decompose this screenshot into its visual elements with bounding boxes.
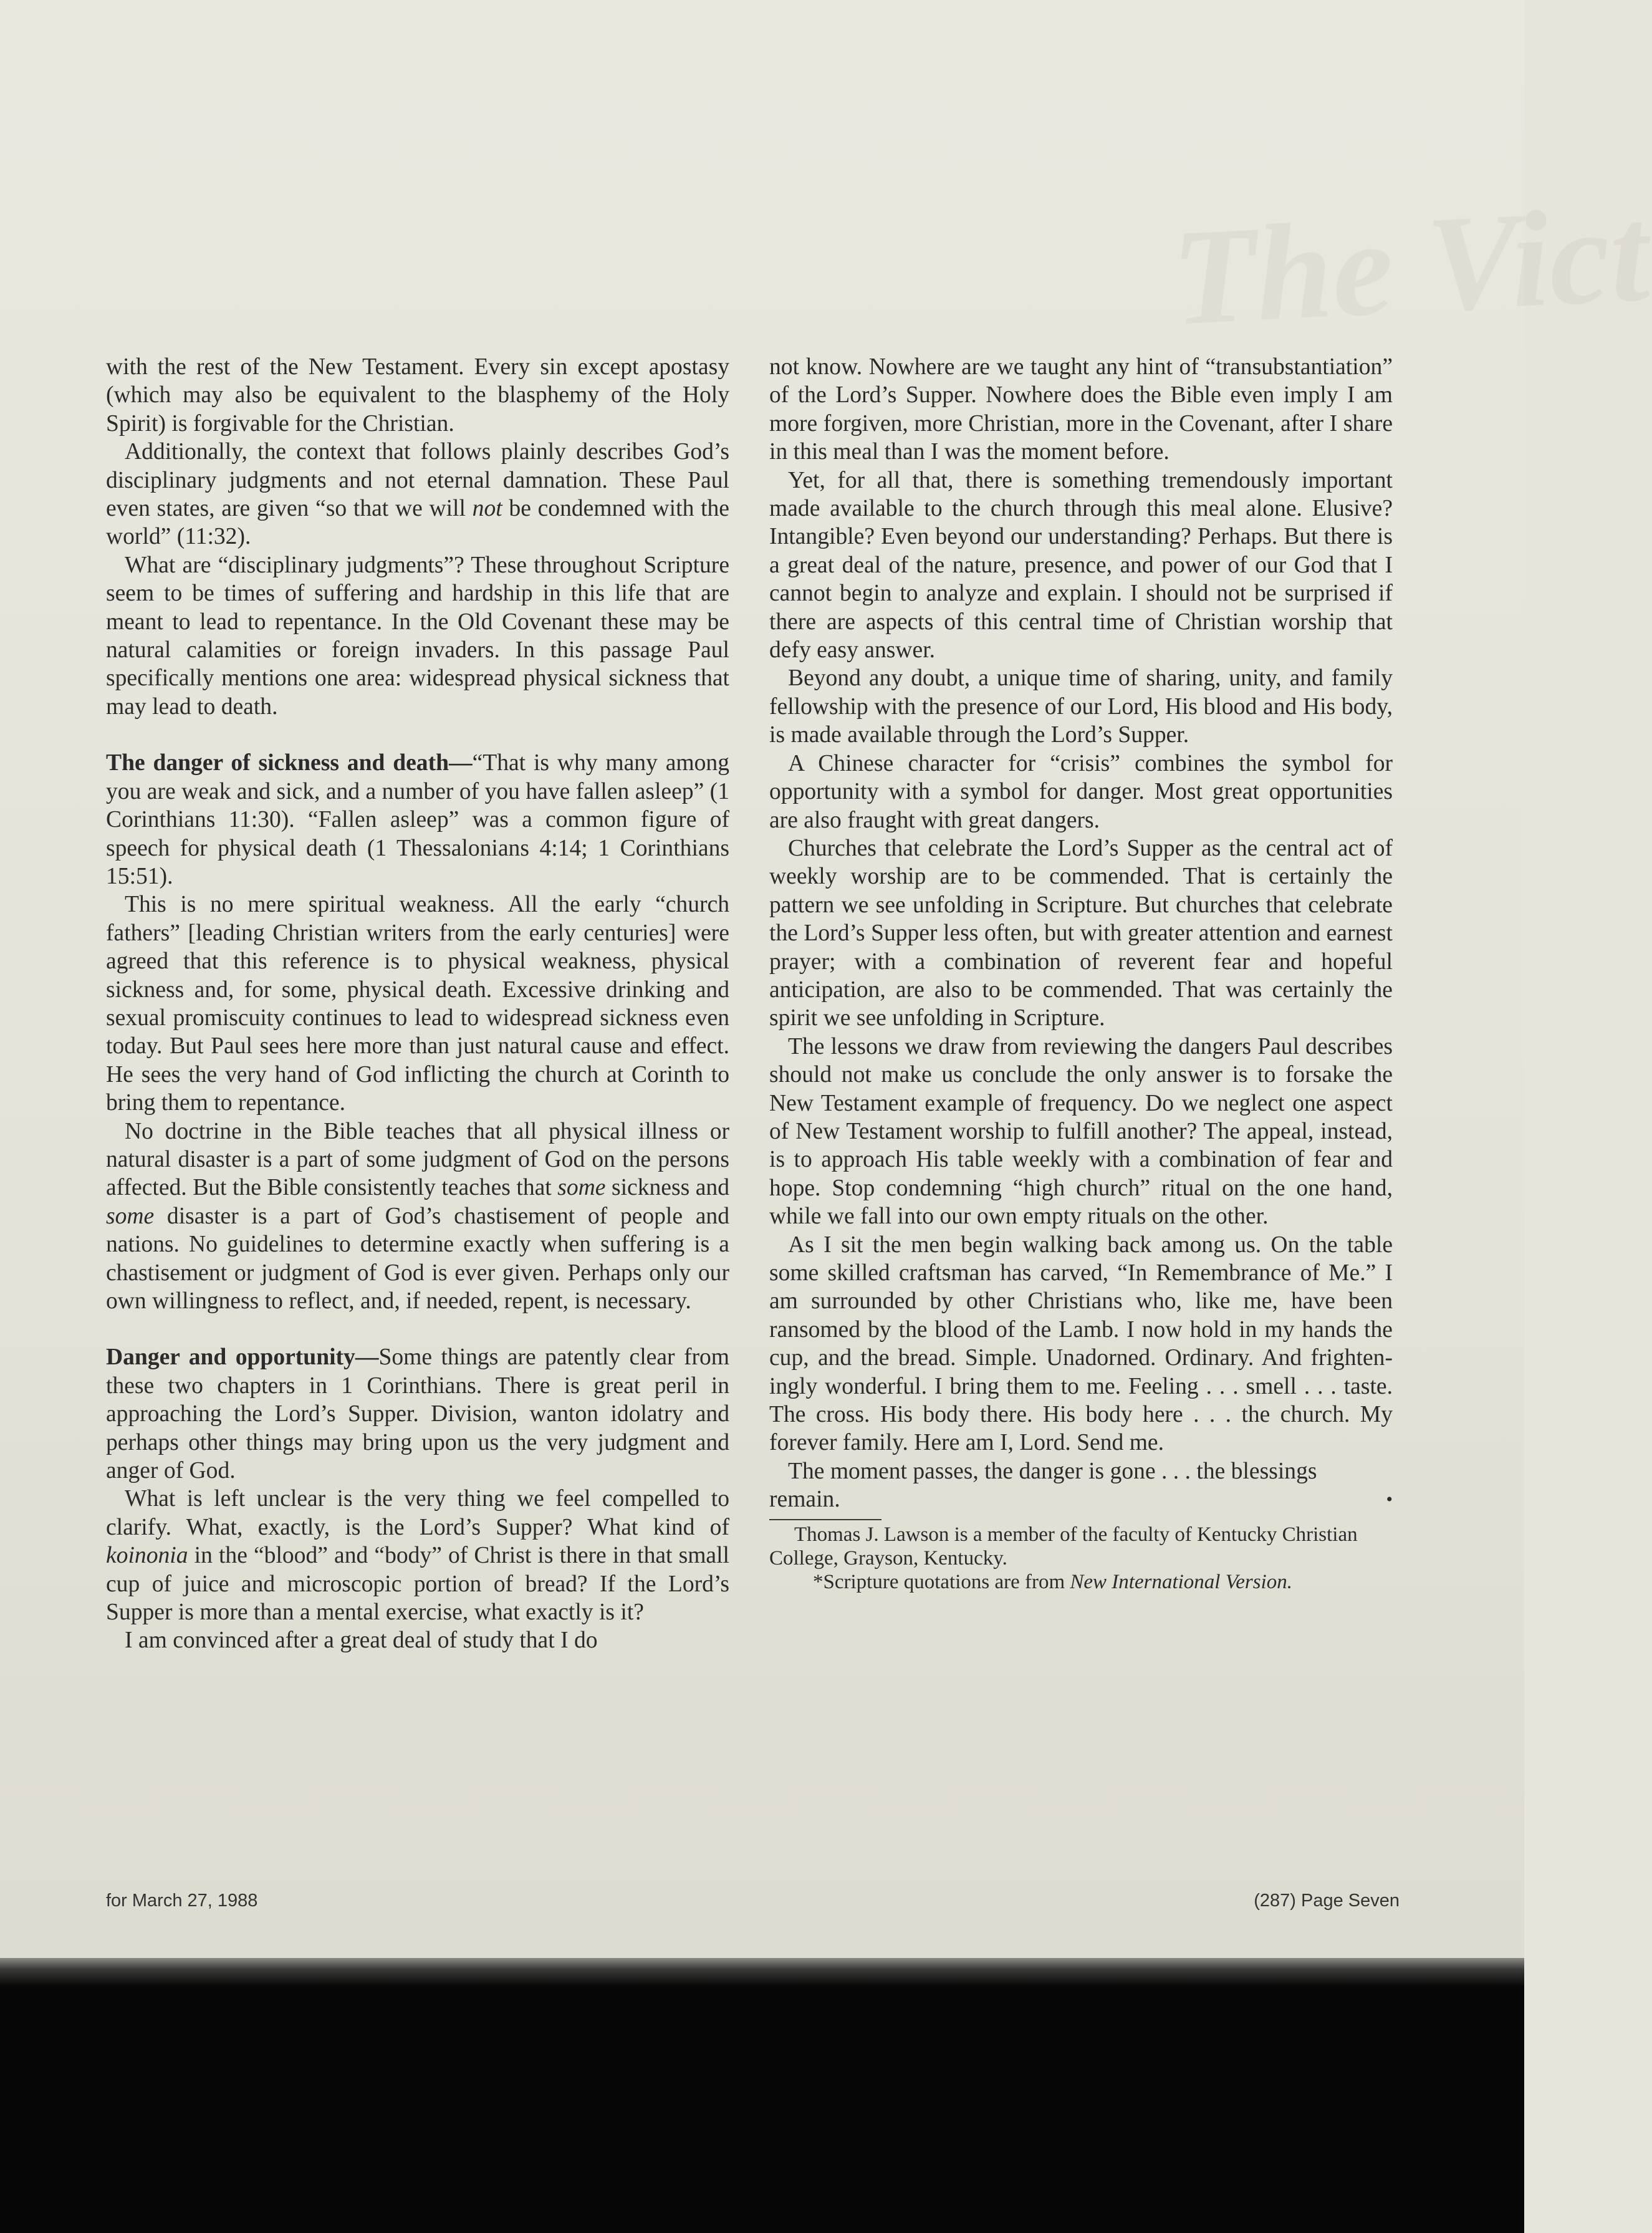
paragraph: not know. Nowhere are we taught any hint of “transubstantiation” of the Lord’s Supper. Nowhere does the Bible even imply I am more forgiven, more Christian, more in the Covenant, after I share in this meal than I was the moment before.	[769, 354, 1393, 465]
paragraph: Additionally, the context that follows plainly describes God’s disciplinary judgments and not eternal damnation. These Paul even states, are given “so that we will not be condemned with the world” (11:32).	[106, 439, 729, 550]
paragraph: No doctrine in the Bible teaches that all physical illness or natural disaster is a part of some judgment of God on the persons affected. But the Bible consistently teaches that some sickness and some disaster is a part of God’s chastisement of people and nations. No guidelines to determine exactly when suffering is a chastisement or judgment of God is ever given. Perhaps only our own willingness to reflect, and, if needed, repent, is necessary.	[106, 1118, 729, 1314]
paragraph: I am convinced after a great deal of study that I do	[125, 1628, 598, 1654]
scan-background	[0, 1958, 1524, 2233]
section-text: Some things are patently clear from these two chapters in 1 Corinthians. There is great peril in approaching the Lord’s Supper. Division, wanton idolatry and perhaps other things may bring upon us the very judgment and anger of God.	[106, 1344, 730, 1484]
footer-date: for March 27, 1988	[106, 1891, 258, 1911]
author-bio: Thomas J. Lawson is a member of the faculty of Kentucky Christian College, Grayson, Kentucky.	[769, 1523, 1358, 1570]
footer-page-number: (287) Page Seven	[1254, 1891, 1400, 1911]
right-column	[769, 353, 1393, 1594]
scripture-note: *Scripture quotations are from New International Version.	[813, 1570, 1292, 1593]
paragraph: As I sit the men begin walking back among us. On the table some skilled craftsman has carved, “In Remembrance of Me.” I am surrounded by other Christians who, like me, have been ransomed by the blood of the Lamb. I now hold in my hands the cup, and the bread. Simple. Unadorned. Ordinary. And frighteningly wonderful. I bring them to me. Feeling . . . smell . . . taste. The cross. His body there. His body here . . . the church. My forever family. Here am I, Lord. Send me.	[769, 1232, 1393, 1456]
section-text: “That is why many among you are weak and sick, and a number of you have fallen asleep” (1 Corinthians 11:30). “Fallen asleep” was a common figure of speech for physical death (1 Thessalonians 4:14; 1 Corinthians 15:51).	[106, 750, 729, 889]
paragraph: Churches that celebrate the Lord’s Supper as the central act of weekly worship are to be commended. That is certainly the pattern we see unfolding in Scripture. But churches that celebrate the Lord’s Supper less often, but with greater attention and earnest prayer; with a combination of reverent fear and hopeful anticipation, are also to be commended. That was certainly the spirit we see unfolding in Scripture.	[769, 835, 1393, 1031]
closing-paragraph	[769, 1457, 1393, 1514]
bio-rule	[769, 1519, 881, 1520]
paragraph: A Chinese character for “crisis” combines the symbol for opportunity with a symbol for danger. Most great opportunities are also fraught with great dangers.	[769, 750, 1393, 833]
paper-edge-shadow	[0, 1958, 1524, 1986]
paragraph: The lessons we draw from reviewing the dangers Paul describes should not make us conclude the only answer is to forsake the New Testament example of frequency. Do we neglect one aspect of New Testament worship to fulfill another? The appeal, instead, is to approach His table weekly with a combination of fear and hope. Stop condemning “high church” ritual on the one hand, while we fall into our own empty rituals on the other.	[769, 1033, 1393, 1230]
paragraph: What is left unclear is the very thing we feel compelled to clarify. What, exactly, is the Lord’s Supper? What kind of koinonia in the “blood” and “body” of Christ is there in that small cup of juice and microscopic portion of bread? If the Lord’s Supper is more than a mental exercise, what exactly is it?	[106, 1486, 729, 1626]
end-bullet-icon: •	[1386, 1489, 1393, 1510]
paragraph: with the rest of the New Testament. Every sin except apostasy (which may also be equivalent to the blasphemy of the Holy Spirit) is forgivable for the Christian.	[106, 354, 729, 436]
paragraph: Yet, for all that, there is something tremendously important made available to the church through this meal alone. Elusive? Intangible? Even beyond our understanding? Perhaps. But there is a great deal of the nature, presence, and power of our God that I cannot begin to analyze and explain. I should not be surprised if there are aspects of this central time of Christian worship that defy easy answer.	[769, 467, 1393, 663]
section-heading: The danger of sickness and death—	[106, 750, 473, 776]
section-heading: Danger and opportunity—	[106, 1344, 379, 1371]
paragraph: Beyond any doubt, a unique time of sharing, unity, and family fellowship with the presence of our Lord, His blood and His body, is made available through the Lord’s Supper.	[769, 665, 1393, 748]
section-paragraph	[106, 749, 729, 890]
bleed-through-title: The Vict	[1168, 177, 1652, 354]
section-paragraph	[106, 1343, 729, 1485]
paragraph: This is no mere spiritual weakness. All the early “church fathers” [leading Christian writers from the early centuries] were agreed that this reference is to physical weakness, physical sickness and, for some, physical death. Excessive drinking and sexual promiscuity continues to lead to widespread sickness even today. But Paul sees here more than just natural cause and effect. He sees the very hand of God inflicting the church at Corinth to bring them to repentance.	[106, 892, 729, 1116]
paragraph: What are “disciplinary judgments”? These throughout Scripture seem to be times of suffering and hardship in this life that are meant to lead to repentance. In the Old Covenant these may be natural calamities or foreign invaders. In this passage Paul specifically mentions one area: widespread physical sickness that may lead to death.	[106, 552, 729, 720]
left-column	[106, 353, 729, 1655]
closing-text: The moment passes, the danger is gone . . . the blessings remain.	[769, 1458, 1317, 1513]
